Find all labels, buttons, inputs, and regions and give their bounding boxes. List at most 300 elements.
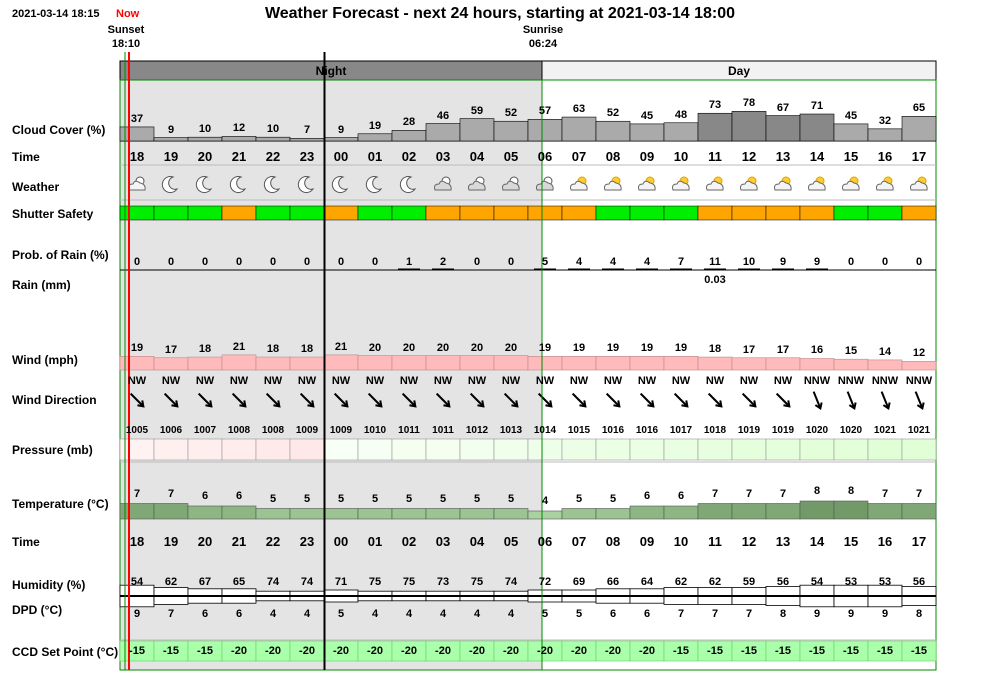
wind-value: 18 [300,343,314,356]
ccd-set-point-value: -20 [469,645,485,657]
temperature-bar [256,509,290,520]
time-cell: 22 [265,149,281,164]
shutter-safety-cell [562,206,596,220]
wind-value: 19 [674,342,688,355]
pressure-value: 1021 [873,425,897,436]
cloud-cover-label: Cloud Cover (%) [12,123,106,137]
time-cell: 11 [708,149,722,164]
wind-direction-value: NW [127,375,147,387]
time-cell: 07 [571,534,587,549]
pressure-value: 1013 [499,425,523,436]
temperature-value: 5 [303,492,311,505]
cloud-cover-bar [868,129,902,141]
cloud-cover-bar [596,121,630,141]
dpd-value: 8 [915,608,923,620]
wind-bar [494,356,528,370]
time-cell: 02 [401,534,417,549]
temperature-bar [392,509,426,520]
pressure-value: 1015 [567,425,591,436]
dpd-value: 8 [779,608,787,620]
wind-value: 18 [266,343,280,356]
shutter-safety-cell [868,206,902,220]
prob-rain-value: 11 [709,256,721,268]
wind-direction-value: NW [161,375,181,387]
pressure-value: 1019 [737,425,761,436]
pressure-cell [426,439,460,460]
pressure-cell [290,439,324,460]
temperature-value: 5 [575,492,583,505]
humidity-value: 74 [266,576,280,588]
temperature-value: 7 [745,487,753,500]
humidity-value: 75 [470,576,484,588]
pressure-cell [868,439,902,460]
wind-bar [188,357,222,370]
ccd-set-point-label: CCD Set Point (°C) [12,645,119,659]
temperature-bar [562,509,596,520]
dpd-value: 9 [813,608,821,620]
pressure-value: 1010 [363,425,387,436]
partly-cloudy-day-icon [605,177,622,190]
dpd-value: 6 [609,608,617,620]
cloud-cover-value: 46 [436,109,450,122]
pressure-value: 1016 [635,425,659,436]
time-cell: 14 [809,534,825,549]
rain-value: 0.03 [704,274,726,286]
dpd-value: 4 [303,608,311,620]
time-cell: 13 [775,534,791,549]
ccd-set-point-value: -20 [537,645,553,657]
rain-label: Rain (mm) [12,278,71,292]
prob-rain-value: 0 [881,256,889,268]
prob-rain-value: 0 [269,256,277,268]
cloud-cover-bar [630,124,664,141]
humidity-value: 64 [640,576,654,588]
time-cell: 19 [163,534,179,549]
temperature-bar [154,504,188,520]
time-cell: 23 [299,149,315,164]
cloud-cover-value: 63 [572,103,586,116]
ccd-set-point-value: -20 [265,645,281,657]
cloud-cover-bar [800,114,834,141]
time-cell: 17 [911,149,927,164]
prob-rain-value: 0 [235,256,243,268]
pressure-cell [766,439,800,460]
cloud-cover-value: 10 [266,123,280,136]
wind-value: 20 [368,341,382,354]
time-cell: 23 [299,534,315,549]
cloud-cover-value: 45 [844,109,858,122]
pressure-cell [834,439,868,460]
cloud-cover-value: 19 [368,119,382,132]
dpd-value: 9 [133,608,141,620]
sunrise-time: 06:24 [528,38,558,50]
temperature-value: 5 [439,492,447,505]
wind-value: 20 [470,341,484,354]
time-cell: 14 [809,149,825,164]
temperature-bar [902,504,936,520]
humidity-value: 75 [402,576,416,588]
wind-direction-value: NW [297,375,317,387]
pressure-value: 1011 [432,425,454,436]
prob-rain-value: 4 [643,256,651,268]
temperature-bar [800,501,834,519]
time-cell: 10 [673,534,689,549]
time-cell: 12 [741,149,757,164]
wind-direction-value: NW [671,375,691,387]
cloud-cover-value: 45 [640,109,654,122]
time-cell: 08 [605,534,621,549]
wind-value: 17 [776,343,790,356]
cloud-cover-bar [256,137,290,141]
dpd-value: 7 [711,608,719,620]
time-cell: 20 [197,149,213,164]
wind-arrow-icon [641,394,654,407]
cloud-cover-value: 57 [538,105,552,118]
temperature-bar [460,509,494,520]
wind-bar [324,355,358,370]
wind-direction-value: NW [705,375,725,387]
humidity-label: Humidity (%) [12,578,86,592]
page-title: Weather Forecast - next 24 hours, starting at 2021-03-14 18:00 [264,5,736,22]
cloud-cover-bar [494,121,528,141]
partly-cloudy-day-icon [809,177,826,190]
cloud-cover-bar [562,117,596,141]
temperature-bar [222,506,256,519]
pressure-value: 1011 [398,425,420,436]
wind-bar [392,356,426,370]
time-cell: 09 [639,534,655,549]
wind-value: 21 [232,340,246,353]
humidity-value: 53 [878,576,892,588]
wind-bar [766,358,800,370]
time-cell: 18 [129,149,145,164]
prob-rain-value: 9 [779,256,787,268]
cloud-cover-bar [698,113,732,141]
time-cell: 11 [708,534,722,549]
shutter-safety-cell [154,206,188,220]
time-label-2: Time [12,535,40,549]
pressure-value: 1014 [533,425,557,436]
time-cell: 16 [877,534,893,549]
dpd-value: 9 [881,608,889,620]
temperature-bar [766,504,800,520]
wind-bar [834,359,868,370]
pressure-value: 1020 [805,425,829,436]
prob-rain-value: 0 [303,256,311,268]
pressure-cell [902,439,936,460]
cloud-cover-value: 48 [674,108,688,121]
temperature-value: 6 [235,490,243,502]
pressure-value: 1017 [669,425,693,436]
time-cell: 05 [503,534,519,549]
wind-bar [358,356,392,370]
humidity-value: 54 [130,576,144,588]
temperature-value: 5 [405,492,413,505]
cloud-cover-value: 37 [130,112,144,125]
time-cell: 22 [265,534,281,549]
pressure-cell [732,439,766,460]
time-cell: 06 [537,149,553,164]
cloud-cover-value: 10 [198,123,212,136]
dpd-value: 5 [541,608,549,620]
wind-bar [664,356,698,370]
time-cell: 04 [469,149,485,164]
wind-value: 20 [402,341,416,354]
shutter-safety-label: Shutter Safety [12,207,94,221]
pressure-cell [562,439,596,460]
humidity-value: 56 [776,576,790,588]
wind-arrow-icon [709,394,722,407]
wind-direction-value: NW [399,375,419,387]
pressure-cell [358,439,392,460]
shutter-safety-cell [256,206,290,220]
wind-label: Wind (mph) [12,353,78,367]
temperature-value: 5 [337,492,345,505]
prob-rain-value: 0 [167,256,175,268]
cloud-cover-bar [766,116,800,141]
cloud-cover-value: 7 [303,124,311,137]
wind-arrow-icon [675,394,688,407]
partly-cloudy-day-icon [911,177,928,190]
shutter-safety-cell [528,206,562,220]
cloud-cover-value: 32 [878,114,892,127]
pressure-value: 1021 [907,425,931,436]
shutter-safety-cell [358,206,392,220]
partly-cloudy-day-icon [639,177,656,190]
wind-direction-value: NNW [837,375,865,387]
wind-value: 20 [504,341,518,354]
cloud-cover-bar [392,130,426,141]
ccd-set-point-value: -15 [707,645,723,657]
cloud-cover-value: 71 [810,100,824,113]
temperature-bar [698,504,732,520]
temperature-value: 5 [609,492,617,505]
dpd-value: 4 [507,608,515,620]
ccd-set-point-value: -15 [741,645,757,657]
shutter-safety-cell [324,206,358,220]
pressure-cell [664,439,698,460]
dpd-value: 4 [473,608,481,620]
humidity-value: 74 [300,576,314,588]
time-cell: 01 [367,149,383,164]
ccd-set-point-value: -20 [639,645,655,657]
temperature-value: 8 [813,485,821,497]
time-cell: 15 [843,149,859,164]
prob-rain-value: 4 [609,256,617,268]
cloud-cover-bar [664,123,698,141]
dpd-value: 4 [269,608,277,620]
pressure-cell [392,439,426,460]
shutter-safety-cell [494,206,528,220]
humidity-value: 62 [674,576,688,588]
wind-direction-value: NW [365,375,385,387]
wind-direction-value: NW [195,375,215,387]
prob-rain-value: 0 [371,256,379,268]
cloud-cover-bar [188,137,222,141]
wind-bar [256,357,290,370]
temperature-bar [630,506,664,519]
dpd-value: 7 [745,608,753,620]
time-cell: 20 [197,534,213,549]
wind-direction-value: NW [569,375,589,387]
wind-bar [426,356,460,370]
humidity-value: 65 [232,576,246,588]
pressure-cell [528,439,562,460]
shutter-safety-cell [460,206,494,220]
cloud-cover-bar [290,138,324,141]
prob-rain-value: 0 [337,256,345,268]
cloud-cover-bar [324,138,358,141]
ccd-set-point-value: -15 [129,645,145,657]
partly-cloudy-day-icon [673,177,690,190]
wind-bar [562,356,596,370]
temperature-value: 5 [269,492,277,505]
sunset-label: Sunset [107,24,145,36]
prob-rain-value: 5 [541,256,549,268]
wind-bar [732,358,766,370]
time-cell: 01 [367,534,383,549]
wind-direction-value: NNW [803,375,831,387]
prob-rain-value: 0 [507,256,515,268]
wind-value: 19 [130,342,144,355]
ccd-set-point-value: -15 [163,645,179,657]
temperature-bar [732,504,766,520]
wind-direction-value: NNW [871,375,899,387]
ccd-set-point-value: -15 [911,645,927,657]
partly-cloudy-day-icon [843,177,860,190]
partly-cloudy-day-icon [707,177,724,190]
temperature-value: 6 [677,490,685,502]
ccd-set-point-value: -20 [231,645,247,657]
temperature-bar [868,504,902,520]
humidity-value: 62 [164,576,178,588]
cloud-cover-value: 28 [402,116,416,129]
shutter-safety-cell [902,206,936,220]
humidity-value: 53 [844,576,858,588]
temperature-bar [290,509,324,520]
wind-direction-value: NW [331,375,351,387]
wind-value: 14 [878,345,892,358]
time-cell: 06 [537,534,553,549]
dpd-value: 5 [575,608,583,620]
wind-value: 21 [334,340,348,353]
temperature-value: 6 [201,490,209,502]
wind-value: 19 [606,342,620,355]
prob-rain-value: 4 [575,256,583,268]
cloud-cover-value: 78 [742,97,756,110]
prob-rain-value: 0 [847,256,855,268]
wind-arrow-icon [607,394,620,407]
wind-bar [460,356,494,370]
humidity-value: 56 [912,576,926,588]
prob-rain-value: 7 [677,256,685,268]
prob-rain-label: Prob. of Rain (%) [12,248,109,262]
partly-cloudy-day-icon [741,177,758,190]
ccd-set-point-value: -15 [809,645,825,657]
ccd-set-point-value: -20 [367,645,383,657]
wind-arrow-icon [573,394,586,407]
humidity-value: 67 [198,576,212,588]
cloud-cover-bar [426,124,460,141]
pressure-cell [256,439,290,460]
temperature-label: Temperature (°C) [12,497,109,511]
sunset-time: 18:10 [111,38,141,50]
time-cell: 21 [231,534,247,549]
pressure-cell [222,439,256,460]
temperature-bar [494,509,528,520]
cloud-cover-bar [528,119,562,141]
ccd-set-point-value: -20 [503,645,519,657]
wind-value: 18 [198,343,212,356]
temperature-bar [834,501,868,519]
temperature-value: 5 [507,492,515,505]
dpd-value: 9 [847,608,855,620]
time-cell: 02 [401,149,417,164]
ccd-set-point-value: -20 [299,645,315,657]
cloud-cover-value: 52 [504,107,518,120]
prob-rain-value: 0 [201,256,209,268]
ccd-set-point-value: -15 [877,645,893,657]
prob-rain-value: 10 [742,256,756,268]
cloud-cover-bar [460,119,494,141]
cloud-cover-value: 9 [167,123,175,136]
temperature-value: 7 [915,487,923,500]
temperature-bar [528,511,562,519]
wind-direction-value: NW [433,375,453,387]
partly-cloudy-day-icon [775,177,792,190]
time-cell: 05 [503,149,519,164]
wind-bar [596,356,630,370]
prob-rain-value: 0 [915,256,923,268]
time-cell: 19 [163,149,179,164]
wind-bar [800,358,834,370]
partly-cloudy-day-icon [877,177,894,190]
temperature-value: 5 [473,492,481,505]
pressure-value: 1018 [703,425,727,436]
wind-value: 17 [742,343,756,356]
temperature-value: 8 [847,485,855,497]
time-cell: 10 [673,149,689,164]
pressure-cell [494,439,528,460]
wind-direction-value: NW [467,375,487,387]
pressure-value: 1008 [227,425,251,436]
dpd-value: 6 [235,608,243,620]
humidity-value: 75 [368,576,382,588]
cloud-cover-bar [154,138,188,141]
cloud-cover-value: 52 [606,107,620,120]
wind-value: 19 [572,342,586,355]
time-cell: 03 [435,534,451,549]
dpd-value: 5 [337,608,345,620]
time-cell: 13 [775,149,791,164]
shutter-safety-cell [222,206,256,220]
humidity-value: 73 [436,576,450,588]
humidity-value: 72 [538,576,552,588]
pressure-cell [188,439,222,460]
day-label: Day [727,64,750,78]
time-cell: 03 [435,149,451,164]
cloud-cover-value: 59 [470,104,484,117]
time-cell: 07 [571,149,587,164]
dpd-value: 4 [405,608,413,620]
wind-direction-value: NW [535,375,555,387]
temperature-value: 7 [711,487,719,500]
ccd-set-point-value: -20 [435,645,451,657]
temperature-value: 7 [881,487,889,500]
time-cell: 12 [741,534,757,549]
pressure-value: 1009 [329,425,353,436]
temperature-bar [324,509,358,520]
